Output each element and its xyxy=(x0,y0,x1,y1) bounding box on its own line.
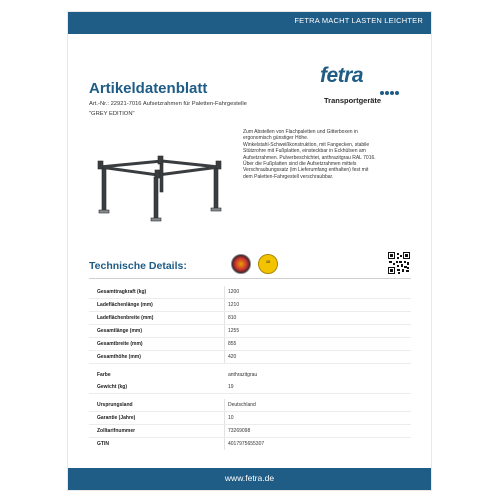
specs-heading: Technische Details: xyxy=(89,260,187,272)
spec-value: 4017975655307 xyxy=(228,441,265,447)
spec-value: 855 xyxy=(228,341,237,347)
spec-key: Ladeflächenbreite (mm) xyxy=(97,315,154,321)
spec-key: Gesamtlänge (mm) xyxy=(97,328,143,334)
spec-key: Ladeflächenlänge (mm) xyxy=(97,302,153,308)
table-row xyxy=(89,425,411,438)
spec-value: 420 xyxy=(228,354,237,360)
spec-key: Gesamthöhe (mm) xyxy=(97,354,141,360)
datasheet-page xyxy=(68,12,431,490)
banner-slogan: FETRA MACHT LASTEN LEICHTER xyxy=(294,16,423,25)
table-row xyxy=(89,351,411,364)
description-line: Stützrohre mit Fußplatten, einsteckbar in Eckhülsen am xyxy=(243,148,366,155)
description-line: Verschraubungssatz (im Lieferumfang enthalten) fest mit xyxy=(243,167,369,174)
page-title: Artikeldatenblatt xyxy=(89,80,208,97)
top-banner xyxy=(68,12,431,34)
table-row xyxy=(89,299,411,312)
article-number: Art.-Nr.: 22921-7016 Aufsetzrahmen für Paletten-Fahrgestelle xyxy=(89,101,247,107)
description-line: ergonomisch günstiger Höhe. xyxy=(243,135,309,142)
logo-wordmark: fetra xyxy=(320,64,364,87)
spec-value: 73269098 xyxy=(228,428,251,434)
logo-tagline: Transportgeräte xyxy=(324,96,382,105)
table-row xyxy=(89,338,411,351)
footer-bar xyxy=(68,468,431,490)
spec-value: Deutschland xyxy=(228,402,256,408)
product-image xyxy=(92,137,227,227)
description-line: Über die Fußplatten sind die Aufsetzrahmen mittels xyxy=(243,161,357,168)
spec-value: 1210 xyxy=(228,302,240,308)
description-line: Winkelstahl-Schweißkonstruktion, mit Fangecken, stabile xyxy=(243,141,370,148)
warranty-badge-icon: 10 xyxy=(258,254,278,274)
table-row xyxy=(89,399,411,412)
spec-value: 19 xyxy=(228,384,234,390)
logo-dots-icon xyxy=(380,82,400,100)
footer-url-link[interactable]: www.fetra.de xyxy=(224,473,275,483)
description-line: Aufsetzrahmen. Pulverbeschichtet, anthrazitgrau RAL 7016. xyxy=(243,154,376,161)
spec-value: 810 xyxy=(228,315,237,321)
table-row xyxy=(89,325,411,338)
section-divider xyxy=(89,278,411,279)
product-description xyxy=(243,129,403,180)
table-row xyxy=(89,369,411,381)
spec-value: anthrazitgrau xyxy=(228,372,258,378)
spec-key: Garantie (Jahre) xyxy=(97,415,136,421)
made-in-germany-badge-icon xyxy=(231,254,251,274)
fetra-logo xyxy=(320,64,402,110)
spec-key: Zolltarifnummer xyxy=(97,428,136,434)
spec-key: Farbe xyxy=(97,372,111,378)
description-line: dem Paletten-Fahrgestell verschraubbar. xyxy=(243,173,334,180)
spec-key: Gesamttragkraft (kg) xyxy=(97,289,147,295)
table-row xyxy=(89,286,411,299)
table-row xyxy=(89,438,411,450)
specs-table xyxy=(89,286,411,450)
description-line: Zum Abstellen von Flachpaletten und Gitterboxen in xyxy=(243,129,358,135)
spec-value: 10 xyxy=(228,415,234,421)
spec-key: Ursprungsland xyxy=(97,402,133,408)
spec-key: GTIN xyxy=(97,441,109,447)
edition-label: "GREY EDITION" xyxy=(89,111,135,117)
table-row xyxy=(89,412,411,425)
table-row xyxy=(89,312,411,325)
spec-value: 1200 xyxy=(228,289,240,295)
spec-key: Gewicht (kg) xyxy=(97,384,128,390)
spec-key: Gesamtbreite (mm) xyxy=(97,341,143,347)
spec-value: 1255 xyxy=(228,328,240,334)
table-row xyxy=(89,381,411,394)
qr-code-icon xyxy=(388,252,410,274)
